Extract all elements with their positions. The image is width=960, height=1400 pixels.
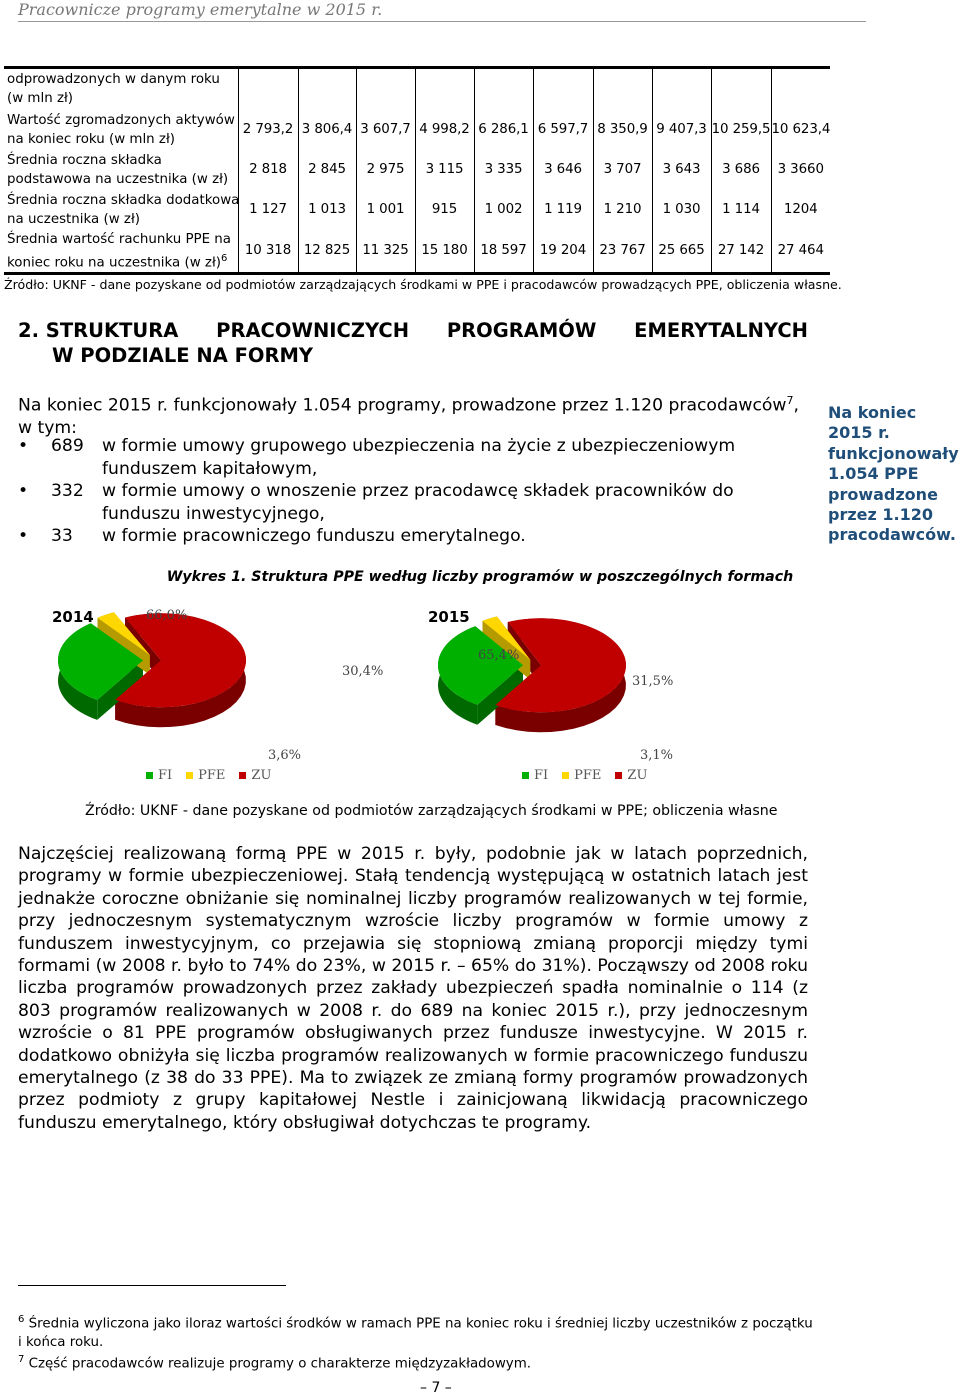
table-cell: 19 204 <box>533 230 593 274</box>
bullet-number: 332 <box>51 481 84 501</box>
legend-swatch <box>562 772 569 779</box>
table-cell: 2 845 <box>298 150 356 190</box>
legend-label: PFE <box>198 768 226 783</box>
legend-item-zu <box>615 768 647 783</box>
pie-charts <box>0 590 960 790</box>
slice-label-pfe-2015: 3,1% <box>640 748 674 763</box>
slice-label-zu-2015: 65,4% <box>478 648 520 663</box>
row-label-line: (w mln zł) <box>7 91 73 107</box>
table-cell: 27 142 <box>711 230 771 274</box>
table-cell: 3 707 <box>593 150 652 190</box>
row-label-line: podstawowa na uczestnika (w zł) <box>7 171 229 187</box>
table-cell: 2 975 <box>356 150 415 190</box>
chart-source: Źródło: UKNF - dane pozyskane od podmiotów zarządzających środkami w PPE; obliczenia własne <box>85 803 778 819</box>
table-cell <box>533 68 593 110</box>
table-cell: 3 646 <box>533 150 593 190</box>
table-cell: 25 665 <box>652 230 711 274</box>
sidebar-note <box>828 403 960 546</box>
table-cell <box>771 68 830 110</box>
table-cell: 1 114 <box>711 190 771 230</box>
table-cell: 2 818 <box>238 150 298 190</box>
table-cell: 1 210 <box>593 190 652 230</box>
table-cell: 9 407,3 <box>652 110 711 150</box>
body-paragraph: Najczęściej realizowaną formą PPE w 2015 r. były, podobnie jak w latach poprzednich, programy w formie ubezpieczeniowej. Stałą tendencją występującą w ostatnich latach jest jednakże coroczne obniżanie się nominalnej liczby programów realizowanych w tej formie, przy jednoczesnym systematycznym wzroście liczby programów w formie umowy z funduszem inwestycyjnym, co przejawia się stopniową zmianą proporcji między tymi formami (w 2008 r. było to 74% do 23%, w 2015 r. – 65% do 31%). Począwszy od 2008 roku liczba programów prowadzonych przez zakłady ubezpieczeń spadła nominalnie o 114 (z 803 programów realizowanych w 2008 r. do 689 na koniec 2015 r.), przy jednoczesnym wzroście o 81 PPE programów obsługiwanych przez fundusze inwestycyjne. W 2015 r. dodatkowo obniżyła się liczba programów realizowanych w formie pracowniczego funduszu emerytalnego (z 38 do 33 PPE). Ma to związek ze zmianą formy programów prowadzonych przez podmioty z grupy kapitałowej Nestle i zainicjowaną likwidacją pracowniczego funduszu emerytalnego, który obsługiwał dotychczas te programy. <box>18 844 808 1133</box>
table-cell: 18 597 <box>474 230 533 274</box>
sidebar-line: przez 1.120 <box>828 505 933 525</box>
sidebar-line: 1.054 PPE <box>828 464 919 484</box>
footnote-number: 7 <box>18 1354 25 1365</box>
slice-label-fi-2014: 30,4% <box>342 664 384 679</box>
row-label-line: na uczestnika (w zł) <box>7 211 140 227</box>
table-cell: 6 286,1 <box>474 110 533 150</box>
chart-year-2014: 2014 <box>52 608 94 626</box>
legend-label: ZU <box>251 768 272 783</box>
footnote-ref-6[interactable]: 6 <box>221 252 228 264</box>
row-label-line: na koniec roku (w mln zł) <box>7 131 175 147</box>
legend-item-pfe <box>562 768 601 783</box>
footnote-rule <box>18 1285 286 1286</box>
legend-item-pfe <box>186 768 225 783</box>
row-label-line: odprowadzonych w danym roku <box>7 72 220 88</box>
chart-title: Wykres 1. Struktura PPE według liczby programów w poszczególnych formach <box>166 569 794 585</box>
table-cell: 6 597,7 <box>533 110 593 150</box>
table-cell: 1204 <box>771 190 830 230</box>
footnote-7 <box>18 1350 818 1373</box>
legend-2015 <box>522 768 647 783</box>
pie-2015 <box>438 616 626 732</box>
bullet-text: w formie pracowniczego funduszu emerytalnego. <box>102 526 526 546</box>
table-cell: 10 259,5 <box>711 110 771 150</box>
table-cell: 3 3660 <box>771 150 830 190</box>
table-cell: 1 001 <box>356 190 415 230</box>
table-cell: 11 325 <box>356 230 415 274</box>
statistics-table <box>4 66 830 275</box>
footnote-6 <box>18 1310 818 1352</box>
table-cell: 1 002 <box>474 190 533 230</box>
legend-label: FI <box>534 768 549 783</box>
table-row <box>4 110 830 150</box>
table-cell: 1 030 <box>652 190 711 230</box>
legend-2014 <box>146 768 271 783</box>
table-cell: 10 623,4 <box>771 110 830 150</box>
table-source: Źródło: UKNF - dane pozyskane od podmiotów zarządzających środkami w PPE i pracodawców prowadzących PPE, obliczenia własne. <box>4 277 842 292</box>
table-cell: 15 180 <box>415 230 474 274</box>
table-cell: 1 127 <box>238 190 298 230</box>
table-cell <box>356 68 415 110</box>
legend-item-zu <box>239 768 271 783</box>
heading-word: STRUKTURA <box>45 319 179 342</box>
row-label-line: Wartość zgromadzonych aktywów <box>7 112 235 128</box>
bullet-icon: • <box>18 526 29 546</box>
table-cell <box>652 68 711 110</box>
legend-swatch <box>522 772 529 779</box>
pie-2014 <box>58 612 246 727</box>
heading-word: PROGRAMÓW <box>446 319 597 342</box>
table-cell <box>474 68 533 110</box>
table-row <box>4 68 830 110</box>
table-cell: 3 643 <box>652 150 711 190</box>
sidebar-line: 2015 r. <box>828 423 890 443</box>
table-cell <box>298 68 356 110</box>
header-rule <box>18 21 866 22</box>
legend-label: FI <box>158 768 173 783</box>
running-header: Pracownicze programy emerytalne w 2015 r. <box>18 0 383 19</box>
heading-word: EMERYTALNYCH <box>634 319 808 342</box>
chart-year-2015: 2015 <box>428 608 470 626</box>
legend-label: PFE <box>574 768 602 783</box>
intro-text: Na koniec 2015 r. funkcjonowały 1.054 programy, prowadzone przez 1.120 pracodawców <box>18 395 787 416</box>
table-cell: 1 119 <box>533 190 593 230</box>
table-cell: 3 806,4 <box>298 110 356 150</box>
row-label-line: Średnia roczna składka dodatkowa <box>7 192 240 208</box>
table-cell: 1 013 <box>298 190 356 230</box>
table-row <box>4 190 830 230</box>
table-cell: 12 825 <box>298 230 356 274</box>
pie-charts-svg <box>0 590 960 790</box>
table-cell <box>238 68 298 110</box>
sidebar-line: Na koniec <box>828 403 917 422</box>
row-label <box>4 150 238 190</box>
row-label <box>4 68 238 110</box>
table-cell: 3 686 <box>711 150 771 190</box>
row-label-line: Średnia wartość rachunku PPE na <box>7 231 231 247</box>
bullet-icon: • <box>18 436 29 456</box>
slice-label-fi-2015: 31,5% <box>632 674 674 689</box>
bullet-text: w formie umowy grupowego ubezpieczenia na życie z ubezpieczeniowym funduszem kapitałowym, <box>102 436 736 479</box>
footnote-number: 6 <box>18 1314 25 1325</box>
table-cell: 27 464 <box>771 230 830 274</box>
heading-word: PRACOWNICZYCH <box>216 319 410 342</box>
slice-label-zu-2014: 66,0% <box>146 608 188 623</box>
intro-paragraph <box>18 390 808 440</box>
page-number: – 7 – <box>420 1380 452 1396</box>
table-cell: 3 335 <box>474 150 533 190</box>
legend-swatch <box>615 772 622 779</box>
sidebar-line: prowadzone <box>828 484 938 504</box>
section-number: 2. <box>18 319 39 342</box>
table-cell: 3 607,7 <box>356 110 415 150</box>
table-row <box>4 230 830 274</box>
slice-label-pfe-2014: 3,6% <box>268 748 302 763</box>
table-cell: 8 350,9 <box>593 110 652 150</box>
sidebar-line: funkcjonowały <box>828 443 959 463</box>
section-heading <box>18 318 808 368</box>
table-cell: 4 998,2 <box>415 110 474 150</box>
table-cell: 10 318 <box>238 230 298 274</box>
legend-label: ZU <box>627 768 648 783</box>
footnote-text: Średnia wyliczona jako iloraz wartości środków w ramach PPE na koniec roku i średniej liczby uczestników z początku i końca roku. <box>18 1316 813 1351</box>
row-label <box>4 230 238 274</box>
row-label-line: koniec roku na uczestnika (w zł) <box>7 254 221 270</box>
table-cell <box>415 68 474 110</box>
bullet-icon: • <box>18 481 29 501</box>
bullet-text: w formie umowy o wnoszenie przez pracodawcę składek pracowników do funduszu inwestycyjnego, <box>102 481 734 524</box>
table-cell: 23 767 <box>593 230 652 274</box>
legend-swatch <box>146 772 153 779</box>
intro-line2: w tym: <box>18 418 77 439</box>
heading-line-2: W PODZIALE NA FORMY <box>52 344 314 367</box>
table-cell: 3 115 <box>415 150 474 190</box>
row-label <box>4 110 238 150</box>
intro-text-after: , <box>793 395 799 416</box>
bullet-number: 33 <box>51 526 73 546</box>
bullet-number: 689 <box>51 436 84 456</box>
row-label-line: Średnia roczna składka <box>7 152 162 168</box>
table-cell: 2 793,2 <box>238 110 298 150</box>
table-cell: 915 <box>415 190 474 230</box>
table-cell <box>593 68 652 110</box>
footnote-ref-7[interactable]: 7 <box>786 394 794 407</box>
row-label <box>4 190 238 230</box>
legend-item-fi <box>522 768 548 783</box>
sidebar-line: pracodawców. <box>828 525 956 545</box>
table-cell <box>711 68 771 110</box>
legend-item-fi <box>146 768 172 783</box>
legend-swatch <box>239 772 246 779</box>
table-row <box>4 150 830 190</box>
footnote-text: Część pracodawców realizuje programy o charakterze międzyzakładowym. <box>28 1356 532 1372</box>
legend-swatch <box>186 772 193 779</box>
